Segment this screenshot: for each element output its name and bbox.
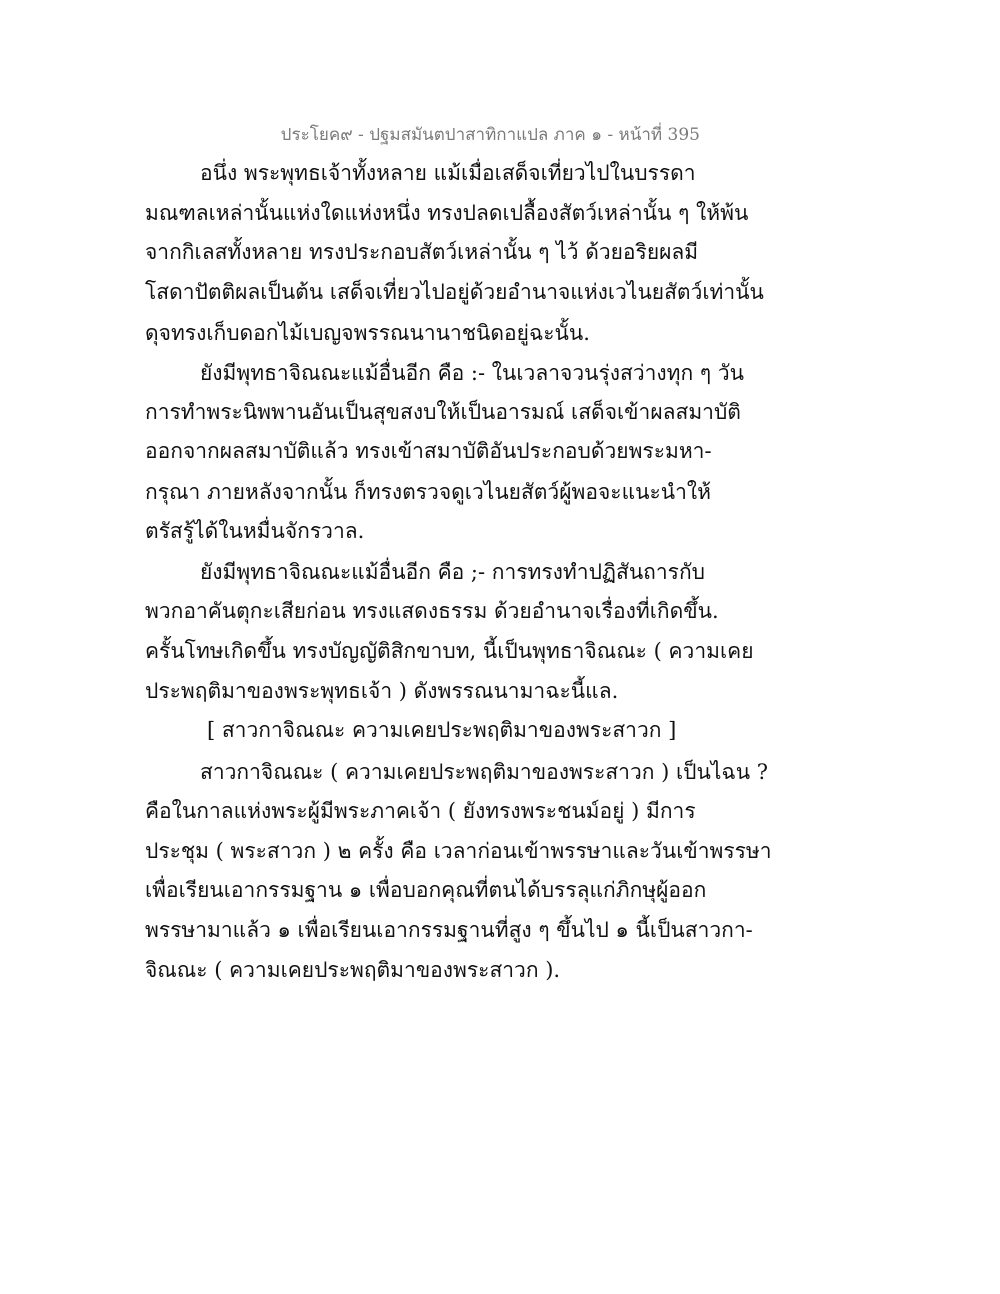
paragraph-1-line-2: มณฑลเหล่านั้นแห่งใดแห่งหนึ่ง ทรงปลดเปลื้องสัตว์เหล่านั้น ๆ ให้พ้น bbox=[145, 201, 749, 225]
paragraph-4-line-4: เพื่อเรียนเอากรรมฐาน ๑ เพื่อบอกคุณที่ตนได้บรรลุแก่ภิกษุผู้ออก bbox=[145, 878, 707, 902]
section-heading: [ สาวกาจิณณะ ความเคยประพฤติมาของพระสาวก ] bbox=[207, 718, 677, 742]
paragraph-2-line-2: การทำพระนิพพานอันเป็นสุขสงบให้เป็นอารมณ์ เสด็จเข้าผลสมาบัติ bbox=[145, 400, 741, 424]
paragraph-1-line-5: ดุจทรงเก็บดอกไม้เบญจพรรณนานาชนิดอยู่ฉะนั้น. bbox=[145, 321, 590, 345]
paragraph-4-line-3: ประชุม ( พระสาวก ) ๒ ครั้ง คือ เวลาก่อนเข้าพรรษาและวันเข้าพรรษา bbox=[145, 839, 772, 863]
paragraph-3-line-1: ยังมีพุทธาจิณณะแม้อื่นอีก คือ ;- การทรงทำปฏิสันถารกับ bbox=[200, 560, 706, 584]
paragraph-4-line-6: จิณณะ ( ความเคยประพฤติมาของพระสาวก ). bbox=[145, 958, 561, 982]
paragraph-4-line-2: คือในกาลแห่งพระผู้มีพระภาคเจ้า ( ยังทรงพระชนม์อยู่ ) มีการ bbox=[145, 799, 696, 823]
paragraph-3-line-2: พวกอาคันตุกะเสียก่อน ทรงแสดงธรรม ด้วยอำนาจเรื่องที่เกิดขึ้น. bbox=[145, 599, 719, 623]
page-header: ประโยค๙ - ปฐมสมันตปาสาทิกาแปล ภาค ๑ - หน้าที่ 395 bbox=[280, 125, 700, 145]
paragraph-2-line-1: ยังมีพุทธาจิณณะแม้อื่นอีก คือ :- ในเวลาจวนรุ่งสว่างทุก ๆ วัน bbox=[200, 361, 744, 385]
paragraph-1-line-4: โสดาปัตติผลเป็นต้น เสด็จเที่ยวไปอยู่ด้วยอำนาจแห่งเวไนยสัตว์เท่านั้น bbox=[145, 280, 764, 304]
paragraph-3-line-3: ครั้นโทษเกิดขึ้น ทรงบัญญัติสิกขาบท, นี้เป็นพุทธาจิณณะ ( ความเคย bbox=[145, 639, 754, 663]
paragraph-2-line-3: ออกจากผลสมาบัติแล้ว ทรงเข้าสมาบัติอันประกอบด้วยพระมหา- bbox=[145, 439, 712, 463]
paragraph-1-line-1: อนึ่ง พระพุทธเจ้าทั้งหลาย แม้เมื่อเสด็จเที่ยวไปในบรรดา bbox=[200, 161, 696, 185]
paragraph-2-line-5: ตรัสรู้ได้ในหมื่นจักรวาล. bbox=[145, 519, 365, 543]
paragraph-3-line-4: ประพฤติมาของพระพุทธเจ้า ) ดังพรรณนามาฉะนี้แล. bbox=[145, 679, 619, 703]
paragraph-4-line-5: พรรษามาแล้ว ๑ เพื่อเรียนเอากรรมฐานที่สูง ๆ ขึ้นไป ๑ นี้เป็นสาวกา- bbox=[145, 918, 753, 942]
paragraph-4-line-1: สาวกาจิณณะ ( ความเคยประพฤติมาของพระสาวก ) เป็นไฉน ? bbox=[200, 760, 769, 784]
paragraph-2-line-4: กรุณา ภายหลังจากนั้น ก็ทรงตรวจดูเวไนยสัตว์ผู้พอจะแนะนำให้ bbox=[145, 480, 711, 504]
paragraph-1-line-3: จากกิเลสทั้งหลาย ทรงประกอบสัตว์เหล่านั้น ๆ ไว้ ด้วยอริยผลมี bbox=[145, 240, 699, 264]
